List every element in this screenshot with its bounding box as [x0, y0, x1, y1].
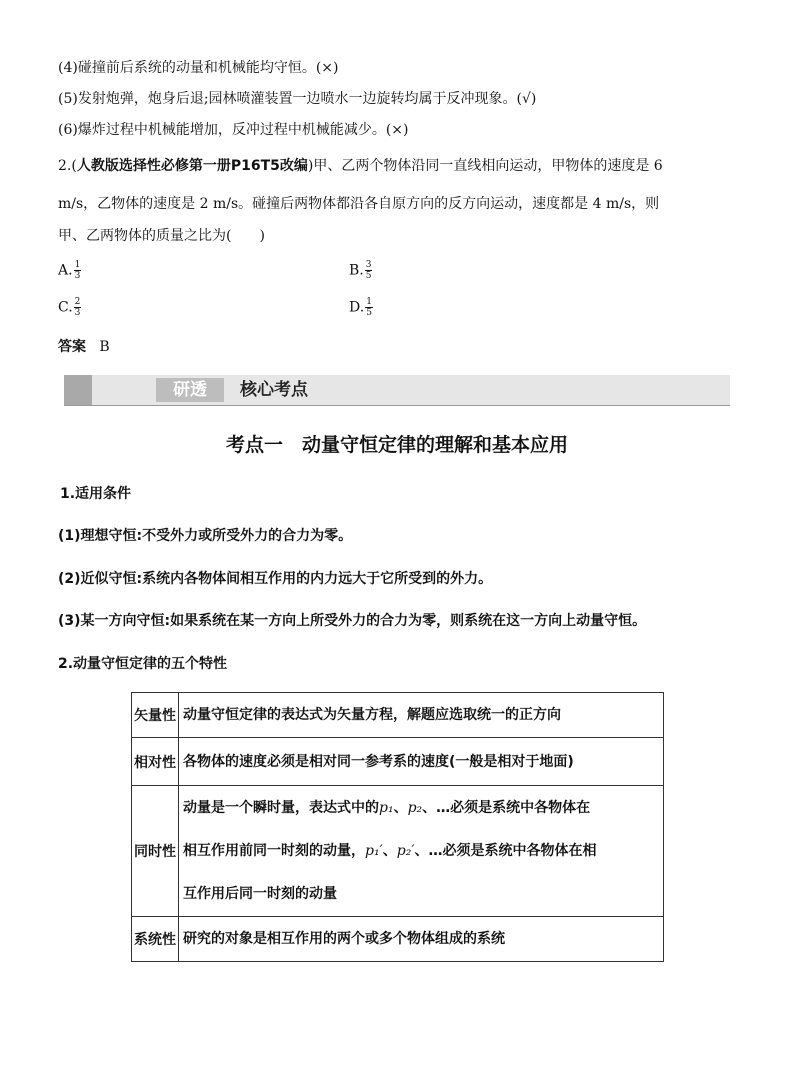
conditions-heading: 1.适用条件 [60, 486, 132, 502]
question-number: 2. [58, 158, 72, 174]
row-value: 动量是一个瞬时量，表达式中的p₁、p₂、…必须是系统中各物体在 相互作用前同一时刻的动量，p₁′、p₂′、…必须是系统中各物体在相 互作用后同一时刻的动量 [179, 786, 664, 917]
row-value: 研究的对象是相互作用的两个或多个物体组成的系统 [179, 917, 664, 962]
answer [58, 337, 110, 357]
properties-heading: 2.动量守恒定律的五个特性 [58, 656, 228, 672]
option-c: C. $\frac{2}{3}$ [58, 297, 81, 318]
condition-3: (3)某一方向守恒:如果系统在某一方向上所受外力的合力为零，则系统在这一方向上动量守恒。 [58, 613, 647, 629]
condition-1: (1)理想守恒:不受外力或所受外力的合力为零。 [58, 528, 353, 544]
question-line-2: m/s，乙物体的速度是 2 m/s。碰撞后两物体都沿各自原方向的反方向运动，速度都是 4 m/s，则 [58, 196, 660, 212]
judgment-6: (6)爆炸过程中机械能增加，反冲过程中机械能减少。(×) [58, 122, 409, 138]
symbol-p2-prime: p₂′ [396, 842, 415, 859]
judgment-4: (4)碰撞前后系统的动量和机械能均守恒。(×) [58, 60, 339, 76]
table-row [132, 738, 664, 786]
table-row [132, 786, 664, 917]
option-d: D. $\frac{1}{5}$ [349, 297, 372, 318]
section-title: 考点一 动量守恒定律的理解和基本应用 [225, 434, 568, 456]
symbol-p1-prime: p₁′ [365, 842, 383, 859]
question-line-1: 2.(人教版选择性必修第一册P16T5改编)甲、乙两个物体沿同一直线相向运动，甲物体的速度是 6 [58, 158, 663, 174]
banner-title: 核心考点 [240, 380, 308, 400]
row-key: 矢量性 [132, 693, 179, 738]
row-value: 动量守恒定律的表达式为矢量方程，解题应选取统一的正方向 [179, 693, 664, 738]
symbol-p2: p₂ [407, 799, 423, 816]
option-a: A. $\frac{1}{3}$ [58, 260, 81, 281]
banner-tag: 研透 [156, 378, 224, 402]
question-line-3: 甲、乙两物体的质量之比为( ) [58, 228, 265, 244]
table-row [132, 917, 664, 962]
answer-value: B [99, 339, 110, 355]
condition-2: (2)近似守恒:系统内各物体间相互作用的内力远大于它所受到的外力。 [58, 571, 493, 587]
banner-accent [64, 375, 92, 405]
row-key: 同时性 [132, 786, 179, 917]
row-value: 各物体的速度必须是相对同一参考系的速度(一般是相对于地面) [179, 738, 664, 786]
properties-table [131, 692, 664, 962]
section-banner [64, 375, 730, 406]
row-key: 相对性 [132, 738, 179, 786]
question-text-1: 甲、乙两个物体沿同一直线相向运动，甲物体的速度是 6 [313, 158, 663, 174]
judgment-5: (5)发射炮弹，炮身后退;园林喷灌装置一边喷水一边旋转均属于反冲现象。(√) [58, 91, 537, 107]
option-b: B. $\frac{3}{5}$ [349, 260, 372, 281]
row-key: 系统性 [132, 917, 179, 962]
question-source: 人教版选择性必修第一册P16T5改编 [76, 158, 308, 174]
symbol-p1: p₁ [379, 799, 394, 816]
answer-label: 答案 [58, 339, 86, 355]
table-row [132, 693, 664, 738]
